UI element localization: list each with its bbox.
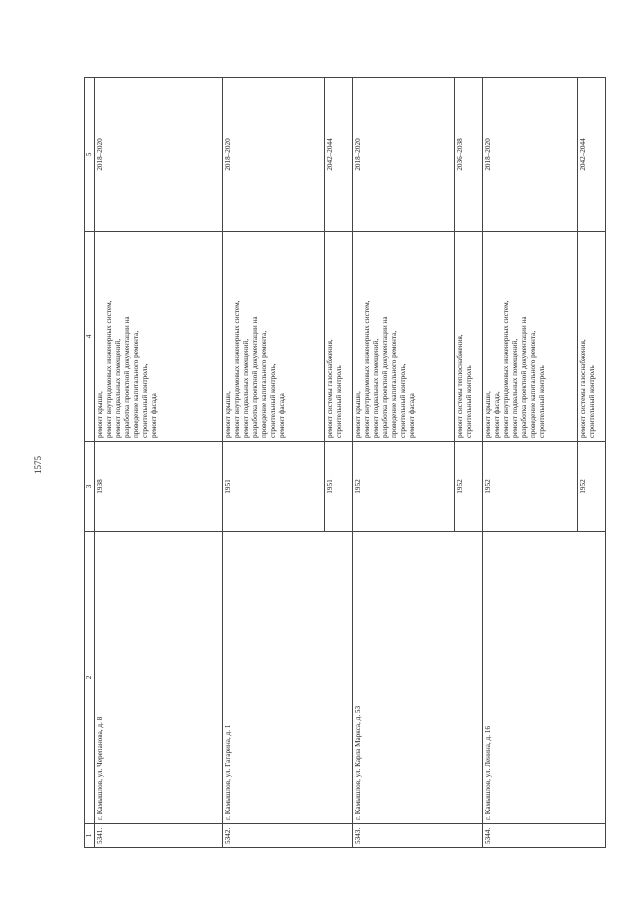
work-item: ремонт системы теплоснабжения, (456, 334, 464, 438)
table-row (223, 78, 325, 848)
work-item: ремонт внутридомовых инженерных систем, (502, 300, 510, 438)
entry-works (95, 232, 223, 442)
entry-number: 5341. (95, 824, 223, 848)
work-item: ремонт фасада (408, 393, 416, 438)
entry-number: 5342. (223, 824, 353, 848)
work-item: ремонт крыши, (224, 391, 232, 438)
entry-year: 1951 (223, 442, 325, 532)
work-item: разработка проектной документации на (520, 316, 528, 438)
work-item: ремонт фасада (278, 393, 286, 438)
entry-period: 2036–2038 (455, 78, 483, 232)
entry-address: г. Камышлов, ул. Карла Маркса, д. 53 (353, 532, 483, 824)
entry-number: 5343. (353, 824, 483, 848)
entry-period: 2018–2020 (353, 78, 455, 232)
work-item: ремонт внутридомовых инженерных систем, (105, 300, 113, 438)
entry-year: 1952 (455, 442, 483, 532)
rotated-table-wrapper (84, 78, 596, 848)
work-item: ремонт подвальных помещений, (511, 338, 519, 438)
work-item: проведение капитального ремонта, (390, 330, 398, 438)
work-item: проведение капитального ремонта, (132, 330, 140, 438)
work-item: строительный контроль (538, 365, 546, 438)
entry-period: 2018–2020 (223, 78, 325, 232)
work-item: разработка проектной документации на (123, 316, 131, 438)
work-item: проведение капитального ремонта, (260, 330, 268, 438)
entry-works (455, 232, 483, 442)
table-row (95, 78, 223, 848)
entry-works (353, 232, 455, 442)
work-item: ремонт подвальных помещений, (372, 338, 380, 438)
entry-address: г. Камышлов, ул. Ленина, д. 16 (483, 532, 606, 824)
header-col-1: 1 (85, 824, 95, 848)
entry-year: 1952 (578, 442, 606, 532)
work-item: ремонт системы газоснабжения, (326, 339, 334, 438)
table-row (353, 78, 455, 848)
entry-period: 2018–2020 (483, 78, 578, 232)
repair-schedule-table (84, 77, 606, 848)
work-item: ремонт фасада (150, 393, 158, 438)
table-body (95, 78, 606, 848)
work-item: ремонт внутридомовых инженерных систем, (233, 300, 241, 438)
work-item: разработка проектной документации на (251, 316, 259, 438)
work-item: разработка проектной документации на (381, 316, 389, 438)
entry-year: 1952 (483, 442, 578, 532)
work-item: проведение капитального ремонта, (529, 330, 537, 438)
entry-period: 2042–2044 (325, 78, 353, 232)
entry-works (578, 232, 606, 442)
table-row (483, 78, 578, 848)
work-item: ремонт подвальных помещений, (242, 338, 250, 438)
entry-address: г. Камышлов, ул. Черепанова, д. 8 (95, 532, 223, 824)
entry-number: 5344. (483, 824, 606, 848)
entry-works (325, 232, 353, 442)
entry-address: г. Камышлов, ул. Гагарина, д. 1 (223, 532, 353, 824)
work-item: ремонт крыши, (484, 391, 492, 438)
work-item: строительный контроль (588, 365, 596, 438)
work-item: ремонт крыши, (354, 391, 362, 438)
entry-works (483, 232, 578, 442)
work-item: ремонт подвальных помещений, (114, 338, 122, 438)
work-item: ремонт системы газоснабжения, (579, 339, 587, 438)
work-item: ремонт фасада, (493, 391, 501, 438)
page-number (28, 455, 48, 475)
header-col-3: 3 (85, 442, 95, 532)
table-header-row (85, 78, 95, 848)
work-item: строительный контроль, (141, 363, 149, 438)
entry-year: 1938 (95, 442, 223, 532)
work-item: ремонт крыши, (96, 391, 104, 438)
entry-year: 1951 (325, 442, 353, 532)
work-item: строительный контроль, (399, 363, 407, 438)
header-col-2: 2 (85, 532, 95, 824)
entry-period: 2042–2044 (578, 78, 606, 232)
work-item: строительный контроль (465, 365, 473, 438)
work-item: строительный контроль (335, 365, 343, 438)
header-col-5: 5 (85, 78, 95, 232)
entry-period: 2018–2020 (95, 78, 223, 232)
entry-year: 1952 (353, 442, 455, 532)
entry-works (223, 232, 325, 442)
page-number-text: 1575 (33, 456, 43, 474)
work-item: ремонт внутридомовых инженерных систем, (363, 300, 371, 438)
work-item: строительный контроль, (269, 363, 277, 438)
header-col-4: 4 (85, 232, 95, 442)
